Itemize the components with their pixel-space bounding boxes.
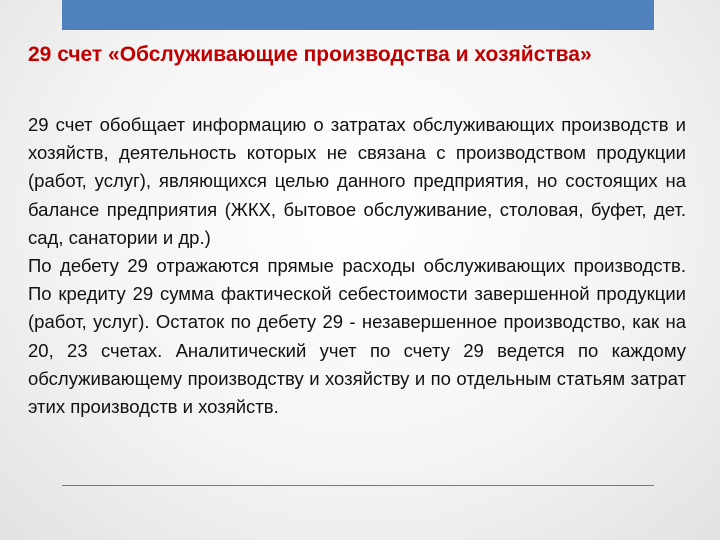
- paragraph-accounting-entries: По дебету 29 отражаются прямые расходы обслуживающих производств. По кредиту 29 сумма фактической себестоимости завершенной продукции (работ, услуг). Остаток по дебету 29 - незавершенное производство, как на 20, 23 счетах. Аналитический учет по счету 29 ведется по каждому обслуживающему производству и хозяйству и по отдельным статьям затрат этих производств и хозяйств.: [28, 255, 686, 418]
- top-accent-bar: [62, 0, 654, 30]
- slide-title: 29 счет «Обслуживающие производства и хозяйства»: [28, 43, 592, 66]
- slide-body: [28, 111, 686, 421]
- paragraph-description: 29 счет обобщает информацию о затратах обслуживающих производств и хозяйств, деятельность которых не связана с производством продукции (работ, услуг), являющихся целью данного предприятия, но состоящих на балансе предприятия (ЖКХ, бытовое обслуживание, столовая, буфет, дет. сад, санатории и др.): [28, 114, 686, 248]
- bottom-divider: [62, 485, 654, 486]
